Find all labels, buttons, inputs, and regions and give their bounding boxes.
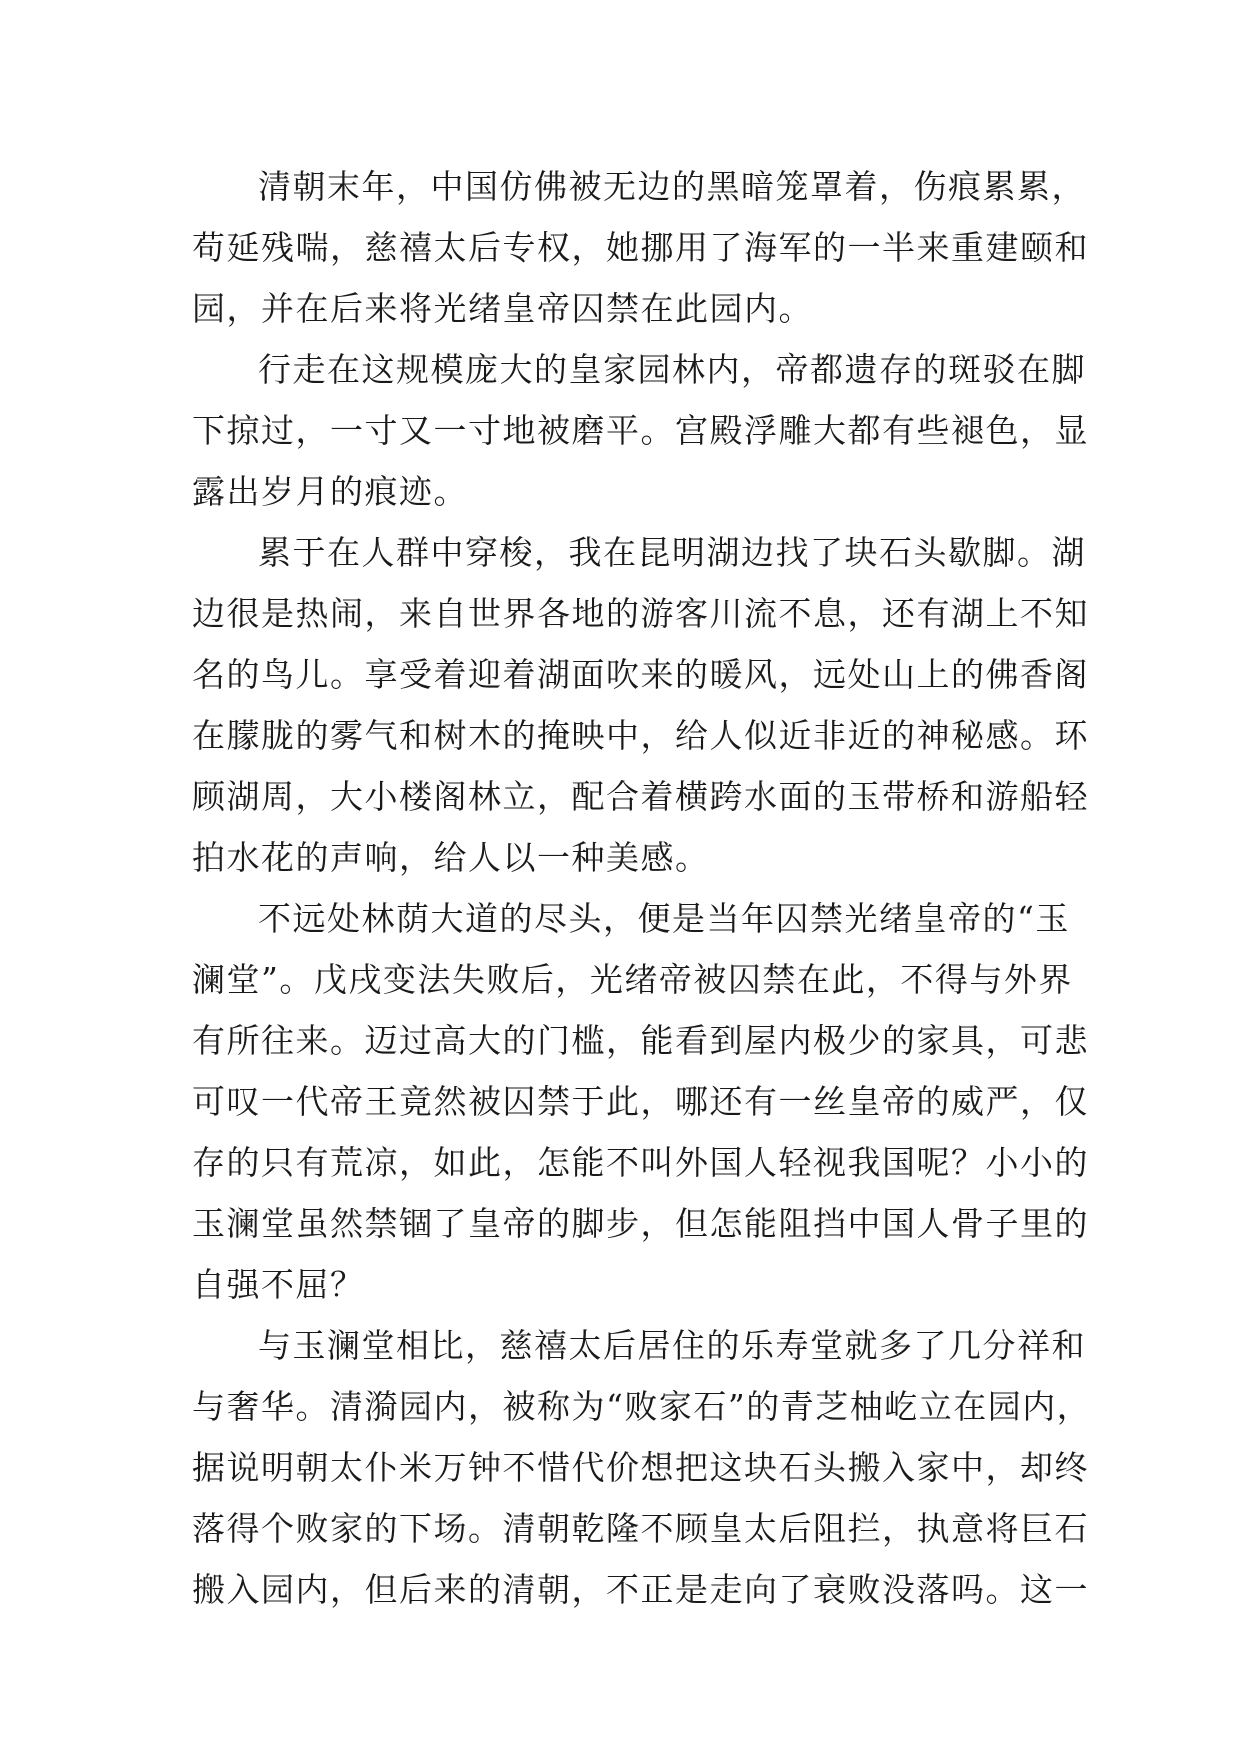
- text-line: 存的只有荒凉，如此，怎能不叫外国人轻视我国呢？小小的: [192, 1143, 1089, 1182]
- text-line: 行走在这规模庞大的皇家园林内，帝都遗存的斑驳在脚: [258, 350, 1086, 389]
- text-line: 苟延残喘，慈禧太后专权，她挪用了海军的一半来重建颐和: [192, 228, 1089, 267]
- text-line: 拍水花的声响，给人以一种美感。: [192, 838, 710, 877]
- text-line: 在朦胧的雾气和树木的掩映中，给人似近非近的神秘感。环: [192, 716, 1089, 755]
- text-line: 与奢华。清漪园内，被称为“败家石”的青芝柚屹立在园内，: [192, 1387, 1092, 1426]
- text-line: 有所往来。迈过高大的门槛，能看到屋内极少的家具，可悲: [192, 1021, 1089, 1060]
- text-line: 清朝末年，中国仿佛被无边的黑暗笼罩着，伤痕累累，: [258, 167, 1086, 206]
- text-line: 可叹一代帝王竟然被囚禁于此，哪还有一丝皇帝的威严，仅: [192, 1082, 1089, 1121]
- paragraph: [192, 1315, 1092, 1620]
- text-line: 自强不屈？: [192, 1265, 365, 1304]
- text-line: 搬入园内，但后来的清朝，不正是走向了衰败没落吗。这一: [192, 1570, 1089, 1609]
- paragraph: [192, 888, 1089, 1315]
- article-body: [192, 156, 1092, 1620]
- text-line: 澜堂”。戊戌变法失败后，光绪帝被囚禁在此，不得与外界: [192, 960, 1073, 999]
- paragraph: [192, 339, 1089, 522]
- text-line: 落得个败家的下场。清朝乾隆不顾皇太后阻拦，执意将巨石: [192, 1509, 1089, 1548]
- text-line: 不远处林荫大道的尽头，便是当年囚禁光绪皇帝的“玉: [258, 899, 1070, 938]
- paragraph: [192, 522, 1089, 888]
- text-line: 名的鸟儿。享受着迎着湖面吹来的暖风，远处山上的佛香阁: [192, 655, 1089, 694]
- text-line: 玉澜堂虽然禁锢了皇帝的脚步，但怎能阻挡中国人骨子里的: [192, 1204, 1089, 1243]
- text-line: 边很是热闹，来自世界各地的游客川流不息，还有湖上不知: [192, 594, 1089, 633]
- paragraph: [192, 156, 1089, 339]
- text-line: 顾湖周，大小楼阁林立，配合着横跨水面的玉带桥和游船轻: [192, 777, 1089, 816]
- text-line: 与玉澜堂相比，慈禧太后居住的乐寿堂就多了几分祥和: [258, 1326, 1086, 1365]
- text-line: 累于在人群中穿梭，我在昆明湖边找了块石头歇脚。湖: [258, 533, 1086, 572]
- text-line: 园，并在后来将光绪皇帝囚禁在此园内。: [192, 289, 813, 328]
- text-line: 露出岁月的痕迹。: [192, 472, 468, 511]
- text-line: 据说明朝太仆米万钟不惜代价想把这块石头搬入家中，却终: [192, 1448, 1089, 1487]
- text-line: 下掠过，一寸又一寸地被磨平。宫殿浮雕大都有些褪色，显: [192, 411, 1089, 450]
